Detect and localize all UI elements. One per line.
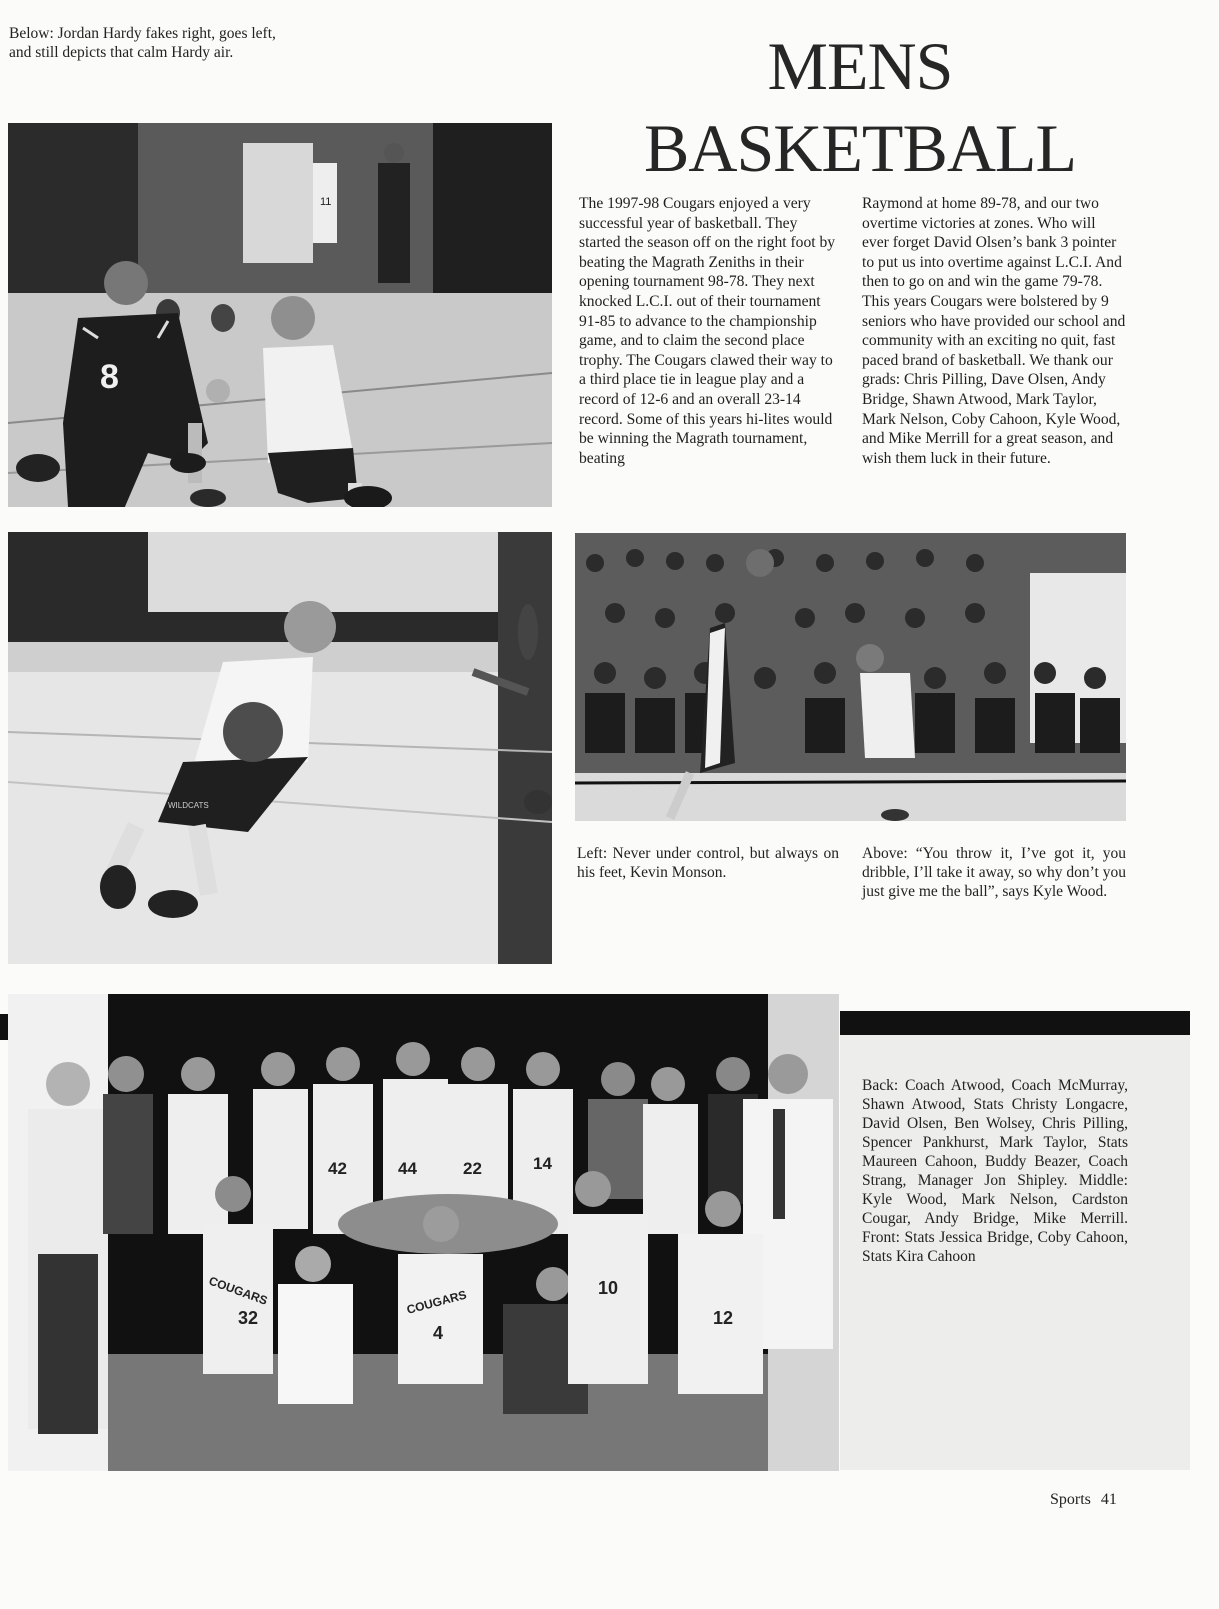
photo-team [8, 994, 839, 1471]
footer-page-number: 41 [1100, 1491, 1117, 1508]
jersey-number-8: 8 [100, 358, 119, 396]
team-word-2: COUGARS [405, 1287, 469, 1317]
jersey-number-bg: 11 [320, 196, 332, 208]
photo-jordan-hardy [8, 123, 552, 507]
shorts-text: WILDCATS [168, 801, 209, 810]
team-jersey-4: 32 [238, 1308, 259, 1328]
team-jersey-0: 42 [328, 1159, 347, 1178]
article-column-2 [862, 194, 1126, 468]
page-footer [1050, 1491, 1117, 1509]
right-bar [840, 1011, 1190, 1035]
footer-section: Sports [1050, 1491, 1091, 1508]
photo-kyle-wood [575, 533, 1126, 821]
article-text-2: Raymond at home 89-78, and our two overtime victories at zones. Who will ever forget David Olsen’s bank 3 pointer to put us into overtime against L.C.I. And then to go on and win the game 79-78. This years Cougars were bolstered by 9 seniors who have provided our school and community with an exciting no quit, fast paced brand of basketball. We thank our grads: Chris Pilling, Dave Olsen, Andy Bridge, Shawn Atwood, Mark Taylor, Mark Nelson, Coby Cahoon, Kyle Wood, and Mike Merrill for a great season, and wish them luck in their future. [862, 195, 1126, 467]
caption-team-roster: Back: Coach Atwood, Coach McMurray, Shawn Atwood, Stats Christy Longacre, David Olsen, Ben Wolsey, Chris Pilling, Spencer Pankhurst, Mark Taylor, Stats Maureen Cahoon, Buddy Beazer, Coach Strang, Manager Jon Shipley. Middle: Kyle Wood, Mark Nelson, Cardston Cougar, Andy Bridge, Mike Merrill. Front: Stats Jessica Bridge, Coby Cahoon, Stats Kira Cahoon [862, 1077, 1128, 1265]
heading-basketball: BASKETBALL [644, 110, 1076, 186]
team-word-1: COUGARS [206, 1273, 270, 1308]
heading-mens: MENS [767, 28, 953, 104]
caption-kevin-monson: Left: Never under control, but always on his feet, Kevin Monson. [577, 845, 839, 881]
caption-jordan-hardy: Below: Jordan Hardy fakes right, goes left, and still depicts that calm Hardy air. [9, 25, 276, 61]
team-jersey-7: 12 [713, 1308, 734, 1328]
team-jersey-3: 14 [533, 1154, 552, 1173]
left-bar [0, 1014, 8, 1040]
team-jersey-1: 44 [398, 1159, 417, 1178]
article-text-1: The 1997-98 Cougars enjoyed a very successful year of basketball. They started the season off on the right foot by beating the Magrath Zeniths in their opening tournament 98-78. They next knocked L.C.I. out of their tournament 91-85 to advance to the championship game, and to claim the second place trophy. The Cougars clawed their way to a third place tie in league play and a record of 12-6 and an overall 23-14 record. Some of this years hi-lites would be winning the Magrath tournament, beating [579, 195, 836, 467]
team-jersey-6: 10 [598, 1278, 619, 1298]
photo-kevin-monson [8, 532, 552, 964]
article-column-1 [579, 194, 841, 468]
team-jersey-5: 4 [433, 1323, 444, 1343]
team-jersey-2: 22 [463, 1159, 482, 1178]
caption-kyle-wood: Above: “You throw it, I’ve got it, you dribble, I’ll take it away, so why don’t you just give me the ball”, says Kyle Wood. [862, 845, 1126, 900]
